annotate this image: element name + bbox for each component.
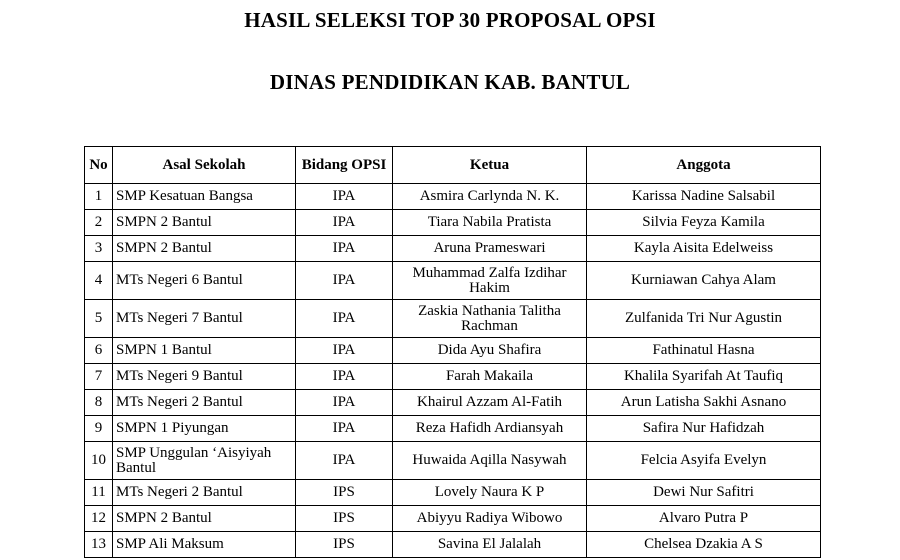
table-row <box>85 390 821 416</box>
cell-no: 12 <box>85 506 113 532</box>
table-row <box>85 262 821 300</box>
cell-field: IPA <box>296 184 393 210</box>
cell-no: 8 <box>85 390 113 416</box>
cell-leader: Aruna Prameswari <box>393 236 587 262</box>
cell-school: SMP Ali Maksum <box>113 532 296 558</box>
cell-member: Alvaro Putra P <box>587 506 821 532</box>
cell-field: IPA <box>296 442 393 480</box>
cell-school: SMPN 2 Bantul <box>113 210 296 236</box>
cell-no: 1 <box>85 184 113 210</box>
cell-no: 11 <box>85 480 113 506</box>
table-row <box>85 532 821 558</box>
cell-leader: Reza Hafidh Ardiansyah <box>393 416 587 442</box>
header-field: Bidang OPSI <box>296 147 393 184</box>
cell-field: IPA <box>296 210 393 236</box>
header-leader: Ketua <box>393 147 587 184</box>
table-row <box>85 364 821 390</box>
cell-field: IPA <box>296 300 393 338</box>
cell-leader: Dida Ayu Shafira <box>393 338 587 364</box>
cell-field: IPA <box>296 338 393 364</box>
cell-member: Fathinatul Hasna <box>587 338 821 364</box>
cell-leader: Asmira Carlynda N. K. <box>393 184 587 210</box>
table-header-row <box>85 147 821 184</box>
table-row <box>85 236 821 262</box>
table-row <box>85 480 821 506</box>
document-subtitle: DINAS PENDIDIKAN KAB. BANTUL <box>269 70 631 94</box>
cell-no: 3 <box>85 236 113 262</box>
cell-school: MTs Negeri 6 Bantul <box>113 262 296 300</box>
table-row <box>85 442 821 480</box>
cell-member: Dewi Nur Safitri <box>587 480 821 506</box>
cell-field: IPS <box>296 532 393 558</box>
cell-school: SMPN 2 Bantul <box>113 236 296 262</box>
cell-leader: Abiyyu Radiya Wibowo <box>393 506 587 532</box>
cell-school: SMP Kesatuan Bangsa <box>113 184 296 210</box>
cell-leader: Lovely Naura K P <box>393 480 587 506</box>
cell-no: 6 <box>85 338 113 364</box>
cell-no: 7 <box>85 364 113 390</box>
cell-school: SMPN 2 Bantul <box>113 506 296 532</box>
cell-school: MTs Negeri 7 Bantul <box>113 300 296 338</box>
cell-member: Arun Latisha Sakhi Asnano <box>587 390 821 416</box>
cell-leader: Tiara Nabila Pratista <box>393 210 587 236</box>
cell-no: 4 <box>85 262 113 300</box>
cell-no: 13 <box>85 532 113 558</box>
cell-member: Silvia Feyza Kamila <box>587 210 821 236</box>
cell-school: SMPN 1 Piyungan <box>113 416 296 442</box>
cell-member: Karissa Nadine Salsabil <box>587 184 821 210</box>
cell-school: SMP Unggulan ‘Aisyiyah Bantul <box>113 442 296 480</box>
cell-leader: Savina El Jalalah <box>393 532 587 558</box>
cell-member: Kayla Aisita Edelweiss <box>587 236 821 262</box>
cell-school: MTs Negeri 2 Bantul <box>113 480 296 506</box>
cell-member: Safira Nur Hafidzah <box>587 416 821 442</box>
cell-member: Khalila Syarifah At Taufiq <box>587 364 821 390</box>
cell-field: IPA <box>296 262 393 300</box>
header-member: Anggota <box>587 147 821 184</box>
cell-leader: Zaskia Nathania Talitha Rachman <box>393 300 587 338</box>
cell-member: Felcia Asyifa Evelyn <box>587 442 821 480</box>
cell-leader: Huwaida Aqilla Nasywah <box>393 442 587 480</box>
table-row <box>85 210 821 236</box>
table-row <box>85 338 821 364</box>
cell-no: 9 <box>85 416 113 442</box>
cell-field: IPA <box>296 364 393 390</box>
cell-field: IPA <box>296 236 393 262</box>
table-row <box>85 506 821 532</box>
selection-table <box>84 146 821 558</box>
cell-member: Chelsea Dzakia A S <box>587 532 821 558</box>
cell-field: IPS <box>296 506 393 532</box>
document-title: HASIL SELEKSI TOP 30 PROPOSAL OPSI <box>244 8 656 32</box>
cell-member: Zulfanida Tri Nur Agustin <box>587 300 821 338</box>
cell-leader: Muhammad Zalfa Izdihar Hakim <box>393 262 587 300</box>
cell-school: MTs Negeri 2 Bantul <box>113 390 296 416</box>
table-row <box>85 184 821 210</box>
cell-leader: Khairul Azzam Al-Fatih <box>393 390 587 416</box>
cell-leader: Farah Makaila <box>393 364 587 390</box>
cell-no: 10 <box>85 442 113 480</box>
cell-school: MTs Negeri 9 Bantul <box>113 364 296 390</box>
cell-school: SMPN 1 Bantul <box>113 338 296 364</box>
cell-field: IPA <box>296 416 393 442</box>
table-row <box>85 416 821 442</box>
cell-field: IPS <box>296 480 393 506</box>
cell-member: Kurniawan Cahya Alam <box>587 262 821 300</box>
cell-field: IPA <box>296 390 393 416</box>
table-row <box>85 300 821 338</box>
header-school: Asal Sekolah <box>113 147 296 184</box>
cell-no: 5 <box>85 300 113 338</box>
cell-no: 2 <box>85 210 113 236</box>
header-no: No <box>85 147 113 184</box>
